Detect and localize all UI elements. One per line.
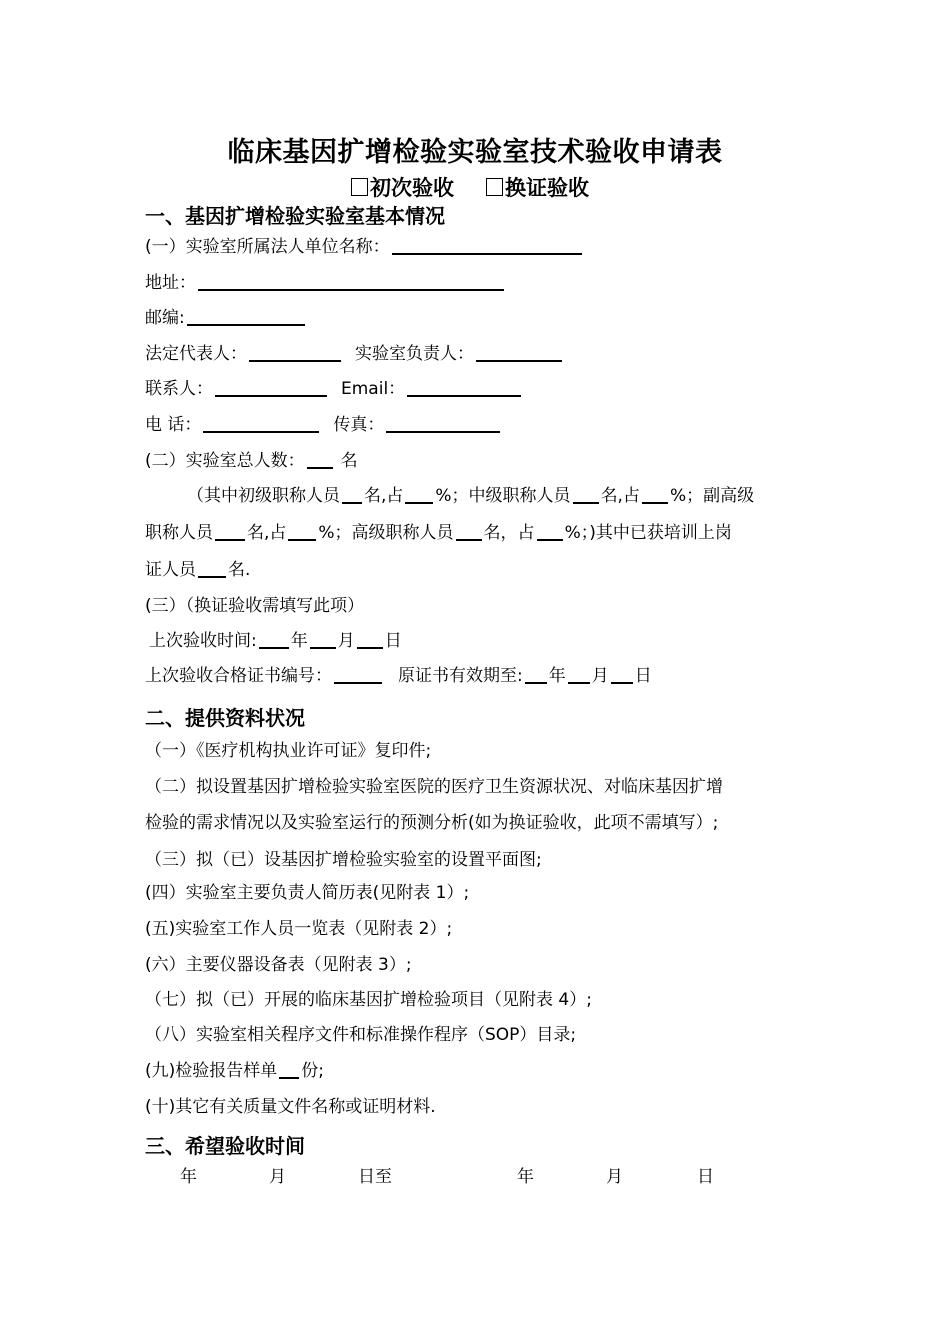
fax-field[interactable] <box>386 415 500 433</box>
staff-text: 名,占 <box>600 486 640 506</box>
contact-row <box>145 378 523 400</box>
day-label: 日 <box>697 1167 714 1187</box>
certificate-row <box>145 665 652 687</box>
last-time-label: 上次验收时间: <box>149 631 257 651</box>
vice-senior-count-field[interactable] <box>215 523 245 541</box>
phone-row <box>145 414 502 436</box>
section3-heading: 三、希望验收时间 <box>145 1134 305 1158</box>
report-sample-row <box>145 1060 324 1082</box>
staff-total-row <box>145 450 358 472</box>
year-label: 年 <box>517 1167 534 1187</box>
staff-text: %；副高级 <box>669 486 755 506</box>
staff-breakdown-line1 <box>187 485 754 507</box>
fax-label: 传真： <box>333 415 385 435</box>
postcode-label: 邮编: <box>145 308 185 328</box>
lab-name-row <box>145 236 584 258</box>
month-label: 月 <box>591 666 609 686</box>
address-label: 地址： <box>145 273 196 293</box>
legal-rep-field[interactable] <box>249 344 341 362</box>
month-label: 月 <box>337 631 355 651</box>
staff-text: %；中级职称人员 <box>435 486 571 506</box>
material-item: (十)其它有关质量文件名称或证明材料. <box>145 1097 436 1117</box>
postcode-row <box>145 307 307 329</box>
vice-senior-percent-field[interactable] <box>288 523 316 541</box>
contact-label: 联系人： <box>145 379 213 399</box>
address-field[interactable] <box>198 273 504 291</box>
material-item: (五)实验室工作人员一览表（见附表 2）; <box>145 919 453 939</box>
legal-rep-label: 法定代表人： <box>145 344 247 364</box>
form-title: 临床基因扩增检验实验室技术验收申请表 <box>227 137 723 168</box>
lab-name-label: (一）实验室所属法人单位名称： <box>145 237 390 257</box>
lab-head-label: 实验室负责人： <box>355 344 474 364</box>
postcode-field[interactable] <box>187 308 305 326</box>
cert-no-label: 上次验收合格证书编号： <box>145 666 332 686</box>
year-label: 年 <box>180 1167 197 1187</box>
staff-text: 名. <box>228 560 251 580</box>
email-field[interactable] <box>407 379 521 397</box>
material-item: （七）拟（已）开展的临床基因扩增检验项目（见附表 4）; <box>145 990 592 1010</box>
day-label: 日 <box>384 631 402 651</box>
staff-total-field[interactable] <box>307 451 333 469</box>
initial-acceptance-label: 初次验收 <box>370 176 454 200</box>
staff-total-label: (二）实验室总人数： <box>145 451 305 471</box>
last-year-field[interactable] <box>259 631 289 649</box>
last-month-field[interactable] <box>310 631 336 649</box>
junior-count-field[interactable] <box>342 486 362 504</box>
staff-text: 名,占 <box>364 486 404 506</box>
staff-total-unit: 名 <box>340 451 358 471</box>
last-acceptance-time-row <box>149 630 402 652</box>
phone-label: 电 话： <box>145 415 202 435</box>
staff-text: （其中初级职称人员 <box>187 486 340 506</box>
valid-month-field[interactable] <box>568 666 590 684</box>
senior-count-field[interactable] <box>456 523 482 541</box>
junior-percent-field[interactable] <box>405 486 433 504</box>
material-item: （二）拟设置基因扩增检验实验室医院的医疗卫生资源状况、对临床基因扩增 <box>145 777 723 797</box>
renewal-acceptance-checkbox[interactable] <box>486 178 503 196</box>
acceptance-type-options <box>351 172 589 202</box>
staff-text: 职称人员 <box>145 523 213 543</box>
material-item: (四）实验室主要负责人简历表(见附表 1）; <box>145 883 470 903</box>
valid-year-field[interactable] <box>525 666 547 684</box>
contact-field[interactable] <box>215 379 327 397</box>
month-label: 月 <box>269 1167 286 1187</box>
valid-day-field[interactable] <box>611 666 633 684</box>
valid-until-label: 原证书有效期至: <box>398 666 523 686</box>
email-label: Email： <box>341 379 406 399</box>
material-item: (六）主要仪器设备表（见附表 3）; <box>145 955 412 975</box>
renewal-acceptance-label: 换证验收 <box>505 176 589 200</box>
staff-breakdown-line3 <box>145 559 250 581</box>
year-label: 年 <box>548 666 566 686</box>
staff-text: 名,占 <box>247 523 287 543</box>
cert-no-field[interactable] <box>334 666 382 684</box>
section2-heading: 二、提供资料状况 <box>145 706 305 730</box>
staff-text: %；高级职称人员 <box>318 523 454 543</box>
address-row <box>145 272 506 294</box>
staff-text: %；)其中已获培训上岗 <box>564 523 732 543</box>
last-day-field[interactable] <box>357 631 383 649</box>
report-sample-count-field[interactable] <box>279 1061 299 1079</box>
lab-head-field[interactable] <box>476 344 562 362</box>
trained-count-field[interactable] <box>198 560 226 578</box>
material-item: （一）《医疗机构执业许可证》复印件; <box>145 741 432 761</box>
lab-name-field[interactable] <box>392 237 582 255</box>
senior-percent-field[interactable] <box>537 523 563 541</box>
section1-heading: 一、基因扩增检验实验室基本情况 <box>145 204 445 228</box>
middle-percent-field[interactable] <box>642 486 668 504</box>
report-sample-unit: 份; <box>301 1061 324 1081</box>
day-to-label: 日至 <box>358 1167 392 1187</box>
renewal-note: (三）（换证验收需填写此项） <box>145 596 365 616</box>
day-label: 日 <box>634 666 652 686</box>
material-item: （八）实验室相关程序文件和标准操作程序（SOP）目录; <box>145 1025 577 1045</box>
staff-text: 名，占 <box>483 523 535 543</box>
material-item: 检验的需求情况以及实验室运行的预测分析(如为换证验收，此项不需填写）; <box>145 813 719 833</box>
phone-field[interactable] <box>203 415 319 433</box>
staff-text: 证人员 <box>145 560 196 580</box>
year-label: 年 <box>290 631 308 651</box>
legal-rep-row <box>145 343 564 365</box>
middle-count-field[interactable] <box>573 486 599 504</box>
report-sample-label: (九)检验报告样单 <box>145 1061 278 1081</box>
initial-acceptance-checkbox[interactable] <box>351 178 368 196</box>
month-label: 月 <box>606 1167 623 1187</box>
desired-time-row <box>180 1166 714 1188</box>
staff-breakdown-line2 <box>145 522 732 544</box>
material-item: （三）拟（已）设基因扩增检验实验室的设置平面图; <box>145 850 542 870</box>
